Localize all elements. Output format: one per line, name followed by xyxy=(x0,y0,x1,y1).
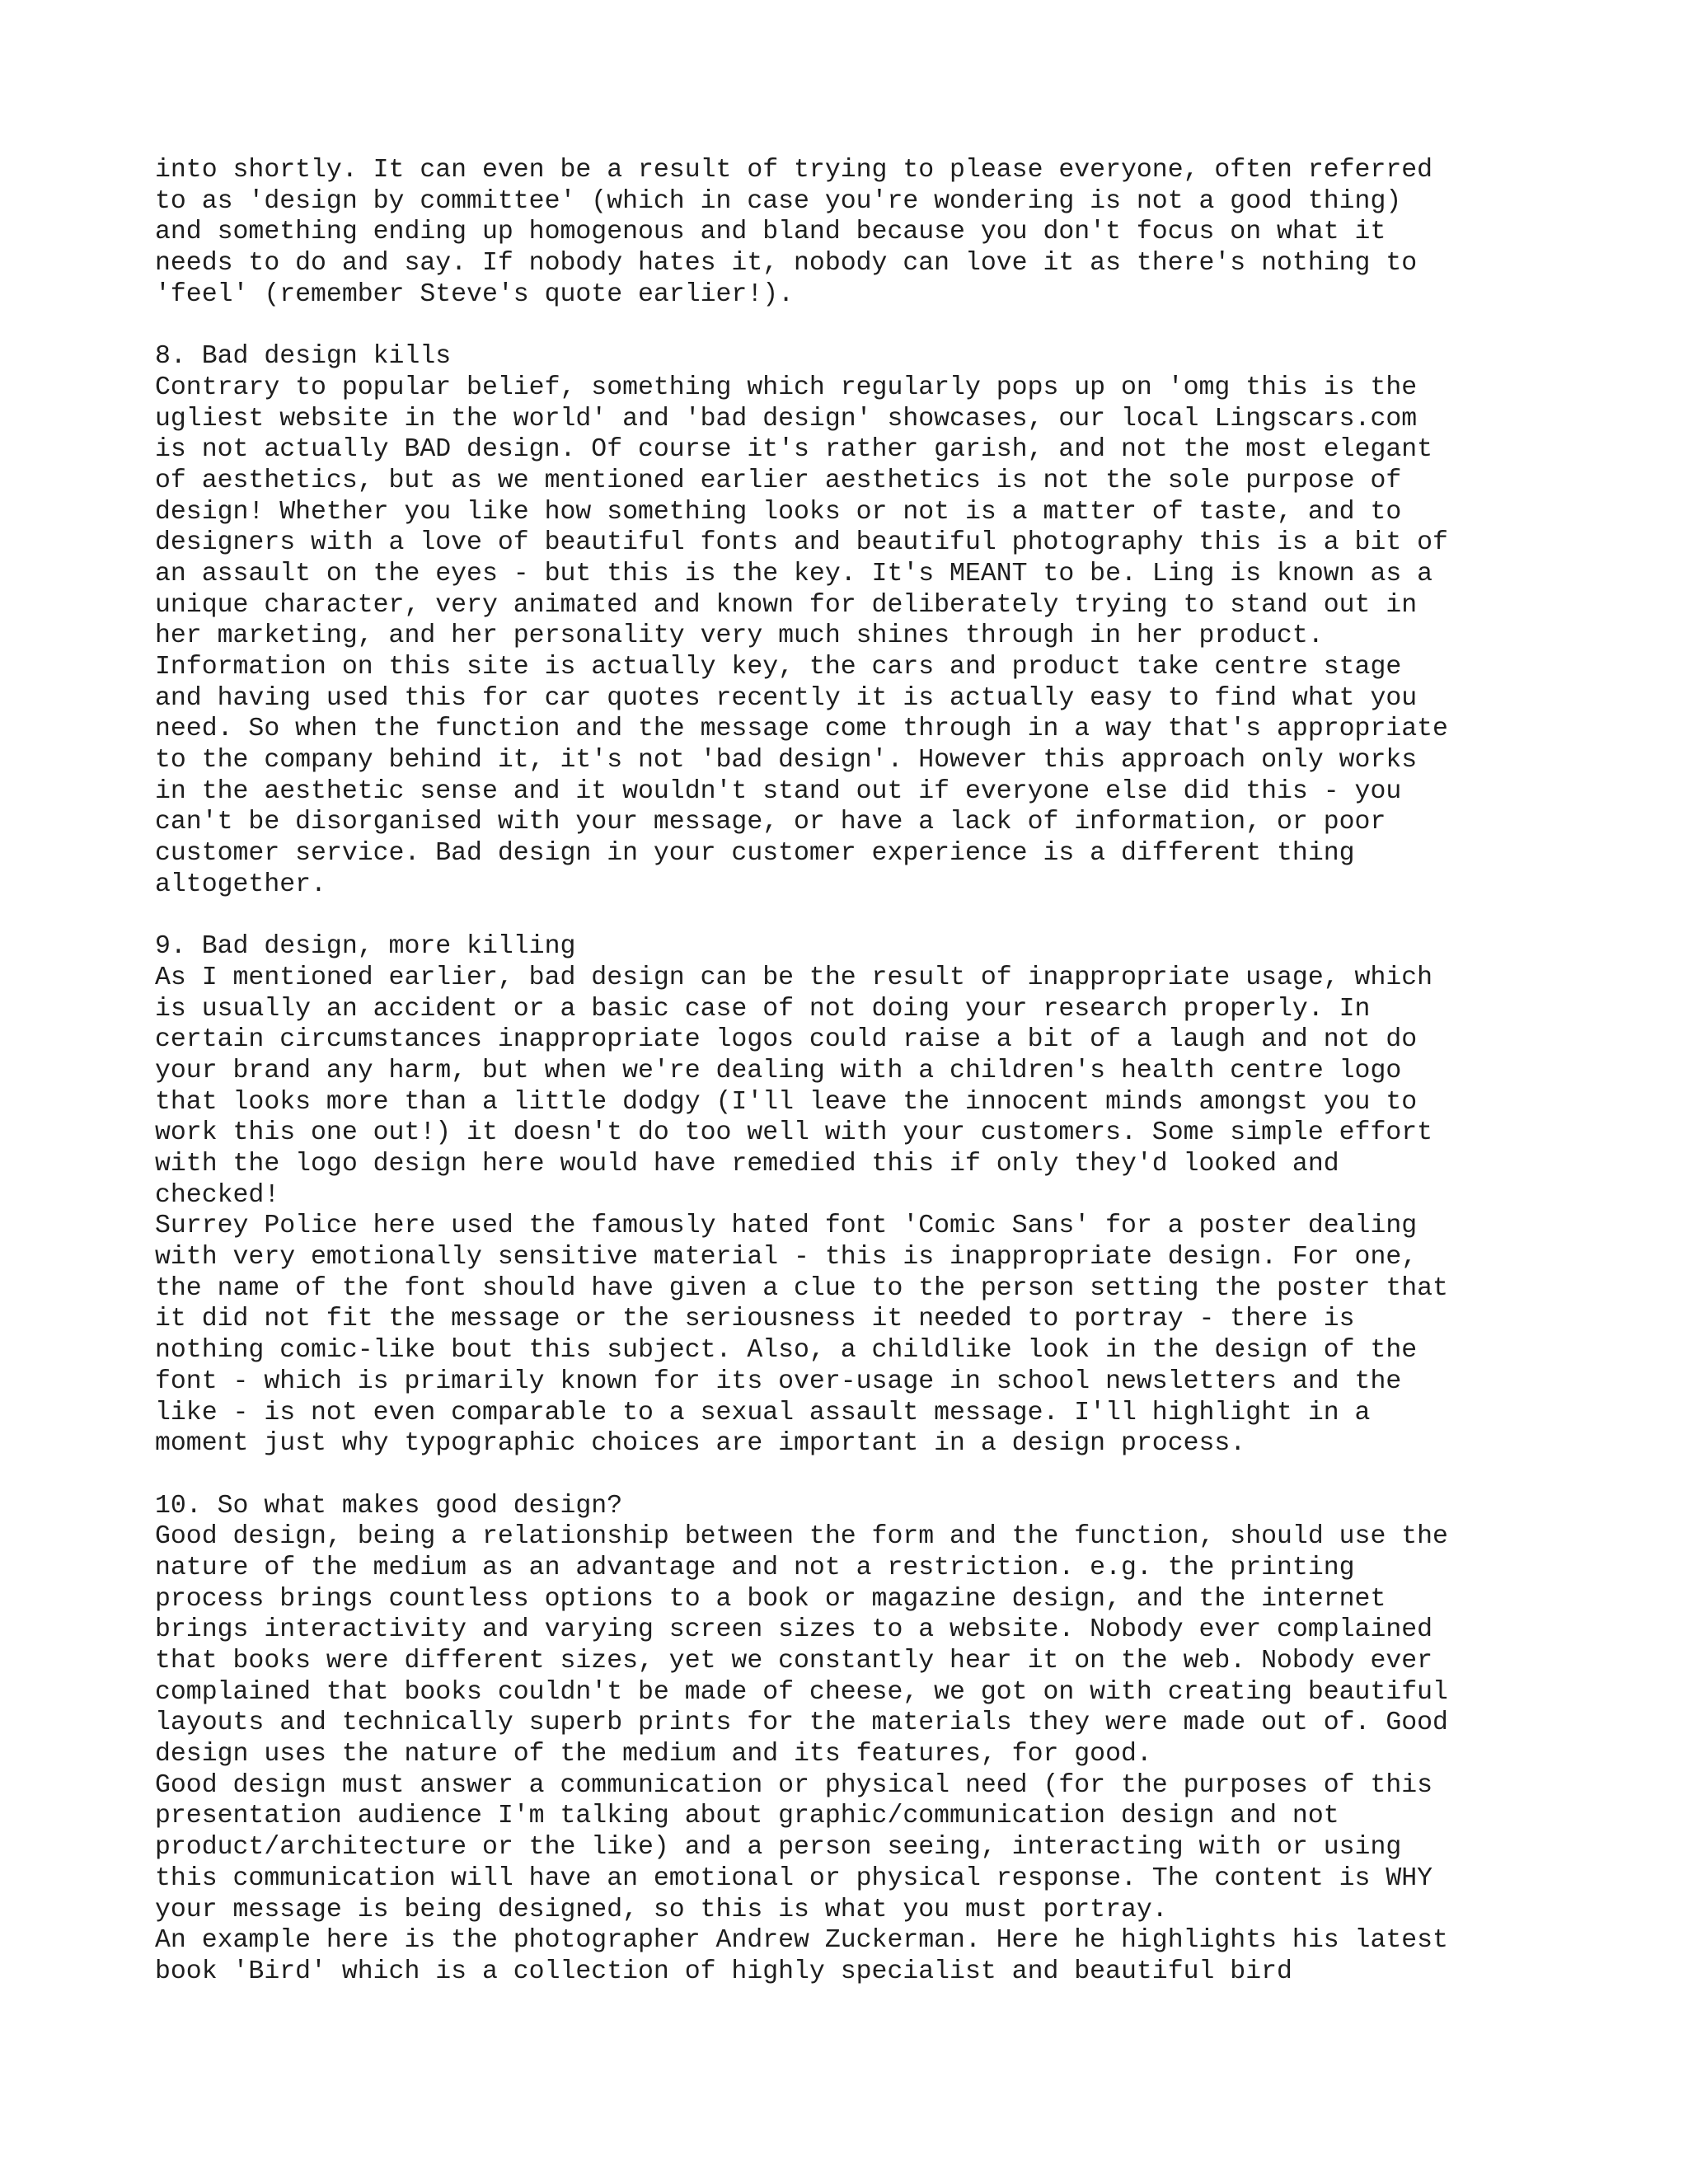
text-line: Good design must answer a communication or physical need (for the purposes of this xyxy=(155,1770,1433,1800)
text-line: altogether. xyxy=(155,869,326,899)
text-line: product/architecture or the like) and a person seeing, interacting with or using xyxy=(155,1833,1402,1863)
text-line: an assault on the eyes - but this is the key. It's MEANT to be. Ling is known as a xyxy=(155,559,1433,588)
text-line: with very emotionally sensitive material - this is inappropriate design. For one, xyxy=(155,1243,1418,1272)
text-line: needs to do and say. If nobody hates it, nobody can love it as there's nothing to xyxy=(155,249,1418,279)
text-line: 'feel' (remember Steve's quote earlier!). xyxy=(155,279,795,309)
text-line: need. So when the function and the message come through in a way that's appropriate xyxy=(155,715,1448,744)
text-line: like - is not even comparable to a sexual assault message. I'll highlight in a xyxy=(155,1398,1371,1427)
text-line: your message is being designed, so this is what you must portray. xyxy=(155,1895,1168,1924)
text-line: work this one out!) it doesn't do too well with your customers. Some simple effort xyxy=(155,1118,1433,1148)
section-heading: 8. Bad design kills xyxy=(155,342,452,372)
blank-line xyxy=(155,1460,1556,1491)
text-line: Good design, being a relationship between the form and the function, should use the xyxy=(155,1522,1448,1552)
text-line: this communication will have an emotional or physical response. The content is WHY xyxy=(155,1863,1433,1893)
text-line: brings interactivity and varying screen sizes to a website. Nobody ever complained xyxy=(155,1615,1433,1645)
text-line: book 'Bird' which is a collection of highly specialist and beautiful bird xyxy=(155,1957,1292,1986)
text-line: her marketing, and her personality very much shines through in her product. xyxy=(155,621,1324,651)
blank-line xyxy=(155,310,1556,341)
text-line: your brand any harm, but when we're dealing with a children's health centre logo xyxy=(155,1056,1402,1085)
text-line: designers with a love of beautiful fonts and beautiful photography this is a bit of xyxy=(155,528,1448,558)
text-line: is not actually BAD design. Of course it's rather garish, and not the most elegant xyxy=(155,435,1433,465)
text-line: unique character, very animated and known for deliberately trying to stand out in xyxy=(155,590,1418,620)
text-line: that books were different sizes, yet we constantly hear it on the web. Nobody ever xyxy=(155,1647,1433,1675)
text-line: An example here is the photographer Andrew Zuckerman. Here he highlights his latest xyxy=(155,1926,1448,1956)
text-line: with the logo design here would have remedied this if only they'd looked and xyxy=(155,1150,1339,1179)
text-line: is usually an accident or a basic case of not doing your research properly. In xyxy=(155,994,1371,1024)
text-line: customer service. Bad design in your customer experience is a different thing xyxy=(155,839,1355,869)
text-line: design uses the nature of the medium and its features, for good. xyxy=(155,1740,1152,1769)
section-heading: 10. So what makes good design? xyxy=(155,1491,623,1521)
text-line: that looks more than a little dodgy (I'll leave the innocent minds amongst you to xyxy=(155,1087,1418,1117)
text-line: design! Whether you like how something looks or not is a matter of taste, and to xyxy=(155,497,1402,527)
text-line: Information on this site is actually key, the cars and product take centre stage xyxy=(155,653,1402,682)
text-line: certain circumstances inappropriate logos could raise a bit of a laugh and not do xyxy=(155,1025,1418,1055)
body-text xyxy=(155,155,1556,1988)
text-line: it did not fit the message or the seriousness it needed to portray - there is xyxy=(155,1305,1355,1334)
text-line: to as 'design by committee' (which in case you're wondering is not a good thing) xyxy=(155,186,1402,216)
text-line: and having used this for car quotes recently it is actually easy to find what you xyxy=(155,683,1418,713)
text-line: nature of the medium as an advantage and not a restriction. e.g. the printing xyxy=(155,1553,1355,1582)
text-line: the name of the font should have given a clue to the person setting the poster that xyxy=(155,1273,1448,1303)
text-line: to the company behind it, it's not 'bad design'. However this approach only works xyxy=(155,746,1418,776)
text-line: nothing comic-like bout this subject. Also, a childlike look in the design of the xyxy=(155,1336,1418,1366)
text-line: As I mentioned earlier, bad design can be the result of inappropriate usage, which xyxy=(155,963,1433,992)
text-line: ugliest website in the world' and 'bad design' showcases, our local Lingscars.com xyxy=(155,404,1418,434)
text-line: in the aesthetic sense and it wouldn't stand out if everyone else did this - you xyxy=(155,776,1402,806)
text-line: can't be disorganised with your message, or have a lack of information, or poor xyxy=(155,808,1386,837)
section-heading: 9. Bad design, more killing xyxy=(155,932,576,962)
text-line: presentation audience I'm talking about graphic/communication design and not xyxy=(155,1802,1339,1831)
text-line: Contrary to popular belief, something which regularly pops up on 'omg this is the xyxy=(155,373,1418,402)
text-line: moment just why typographic choices are important in a design process. xyxy=(155,1429,1246,1459)
text-line: complained that books couldn't be made of cheese, we got on with creating beautiful xyxy=(155,1677,1448,1707)
text-line: font - which is primarily known for its over-usage in school newsletters and the xyxy=(155,1366,1402,1396)
text-line: process brings countless options to a book or magazine design, and the internet xyxy=(155,1584,1386,1614)
text-line: into shortly. It can even be a result of trying to please everyone, often referred xyxy=(155,156,1433,185)
blank-line xyxy=(155,901,1556,932)
text-line: of aesthetics, but as we mentioned earlier aesthetics is not the sole purpose of xyxy=(155,466,1402,495)
text-line: layouts and technically superb prints for the materials they were made out of. Good xyxy=(155,1708,1448,1738)
text-line: checked! xyxy=(155,1180,280,1210)
text-line: and something ending up homogenous and bland because you don't focus on what it xyxy=(155,218,1386,247)
text-line: Surrey Police here used the famously hated font 'Comic Sans' for a poster dealing xyxy=(155,1212,1418,1241)
